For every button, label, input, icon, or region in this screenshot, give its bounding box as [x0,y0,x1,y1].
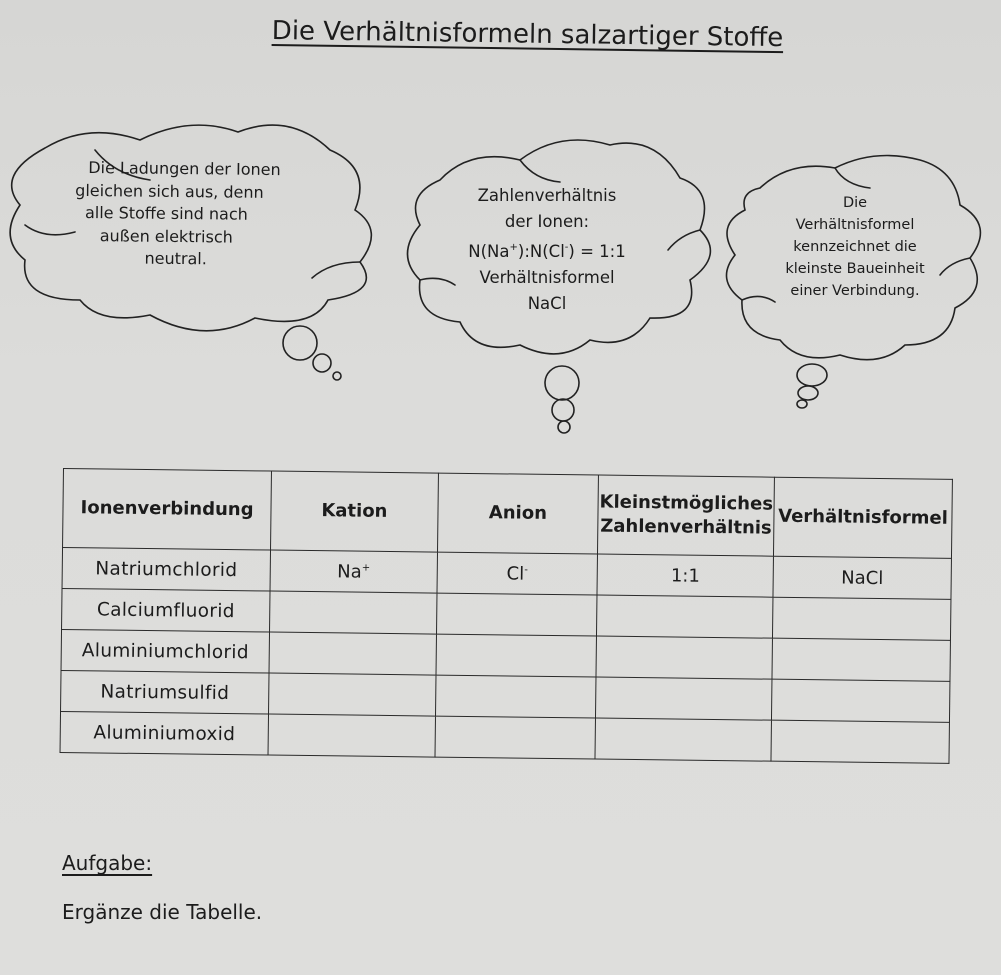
compound-name: Aluminiumoxid [60,711,269,755]
formula-cell[interactable] [773,597,951,640]
formula-cell[interactable] [771,720,949,763]
ratio-cell[interactable] [597,595,773,638]
cation-cell[interactable] [269,673,436,716]
ratio-cell[interactable] [595,718,771,761]
task-instruction: Ergänze die Tabelle. [62,900,263,924]
formula-cell[interactable]: NaCl [773,556,951,599]
header-anion: Anion [437,473,598,554]
cation-cell[interactable] [270,591,437,634]
left-cloud-line: Die Ladungen der Ionen [88,158,281,180]
formula-cell[interactable] [772,679,950,722]
header-ionenverbindung: Ionenverbindung [63,469,272,551]
compound-name: Natriumchlorid [62,548,271,592]
middle-cloud-line: Verhältnisformel [479,268,615,287]
compound-name: Calciumfluorid [62,588,271,632]
right-cloud-text [760,192,950,302]
right-cloud-line: einer Verbindung. [790,283,920,299]
cation-cell[interactable] [269,632,436,675]
anion-cell[interactable]: Cl- [437,552,598,595]
compound-name: Natriumsulfid [61,670,270,714]
compound-name: Aluminiumchlorid [61,629,270,673]
right-cloud-line: kennzeichnet die [793,239,917,255]
ratio-cell[interactable] [596,677,772,720]
ion-ratio-formula: N(Na+):N(Cl-) = 1:1 [468,242,626,261]
middle-cloud-line: NaCl [527,294,567,313]
table-header-row [63,469,953,559]
anion-cell[interactable] [436,634,597,677]
header-kation: Kation [271,471,438,552]
left-cloud-line: außen elektrisch [99,225,233,247]
right-cloud-line: Die [842,195,868,211]
anion-cell[interactable] [436,593,597,636]
exercise-table [60,468,953,764]
cation-cell[interactable] [268,714,435,757]
left-cloud-text [54,157,305,272]
ratio-cell[interactable]: 1:1 [597,554,773,597]
left-cloud-line: neutral. [144,248,207,269]
formula-cell[interactable] [772,638,950,681]
anion-cell[interactable] [435,675,596,718]
middle-cloud-line: der Ionen: [504,212,590,231]
right-cloud-line: Verhältnisformel [795,217,915,233]
left-cloud-line: gleichen sich aus, denn [75,180,264,202]
middle-cloud-line: Zahlenverhältnis [477,186,617,205]
task-heading: Aufgabe: [62,851,153,875]
cation-cell[interactable]: Na+ [270,550,437,593]
exercise-table-wrapper [60,468,953,764]
header-verhaeltnisformel: Verhältnisformel [774,477,953,558]
anion-cell[interactable] [435,716,596,759]
ratio-cell[interactable] [596,636,772,679]
middle-cloud-text [432,183,662,317]
right-cloud-line: kleinste Baueinheit [785,261,925,277]
header-zahlenverhaeltnis: Kleinstmögliches Zahlenverhältnis [598,475,775,556]
page-title: Die Verhältnisformeln salzartiger Stoffe [271,16,784,54]
left-cloud-line: alle Stoffe sind nach [84,203,248,224]
